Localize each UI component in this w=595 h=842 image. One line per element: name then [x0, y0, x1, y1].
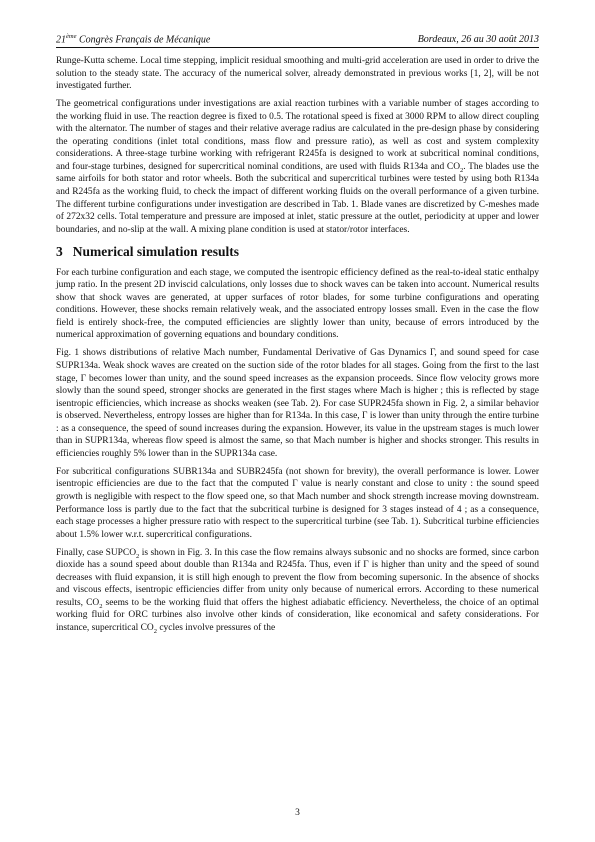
conference-name: 21ème Congrès Français de Mécanique [56, 33, 211, 46]
conference-location-date: Bordeaux, 26 au 30 août 2013 [417, 34, 539, 46]
page-number: 3 [295, 808, 300, 818]
paragraph: The geometrical configurations under investigations are axial reaction turbines with a variable number of stages according to the working fluid in use. The reaction degree is fixed to 0.5. The rotational speed is fixed at 3000 RPM to allow direct coupling with the alternator. The number of stages and their relative average radius are calculated in the pre-design phase by considering the operating conditions (inlet total conditions, mass flow and pressure ratio), as well as cost and system complexity considerations. A three-stage turbine working with refrigerant R245fa is designed to work at subcritical nominal conditions, and four-stage turbines, designed for supercritical nominal conditions, are used with fluids R134a and $CO_2$. The blades use the same airfoils for both stator and rotor wheels. Both the subcritical and supercritical turbines were tested by using both R134a and R245fa as the working fluid, to check the impact of different working fluids on the overall performance of a given turbine. The different turbine configurations under investigation are described in Tab. 1. Blade vanes are discretized by C-meshes made of 272x32 cells. Total temperature and pressure are imposed at inlet, static pressure at the outlet, periodicity at upper and lower boundaries, and no-slip at the wall. A mixing plane condition is used at stator/rotor interfaces. [56, 99, 539, 235]
paragraph: Fig. 1 shows distributions of relative Mach number, Fundamental Derivative of Gas Dynamics Γ, and sound speed for case SUPR134a. Weak shock waves are created on the suction side of the rotor blades for all stages. Going from the first to the last stage, Γ becomes lower than unity, and the sound speed increases as the expansion proceeds. Since flow velocity grows more slowly than the sound speed, stronger shocks are generated in the first stages where Mach is higher ; this is reflected by stage isentropic efficiencies, which increase as shocks weaken (see Tab. 2). For case SUPR245fa shown in Fig. 2, a similar behavior is observed. Nevertheless, entropy losses are higher than for R134a. In this case, Γ is lower than unity through the entire turbine : as a consequence, the speed of sound increases during the expansion. However, its value in the upstream stages is much lower than in SUPR134a, whereas flow speed is almost the same, so that Mach number is higher and shocks stronger. This results in efficiencies roughly 5% lower than in the SUPR134a case. [56, 348, 539, 459]
section-title: Numerical simulation results [72, 244, 239, 260]
paragraph: Finally, case $SUPCO_2$ is shown in Fig. 3. In this case the flow remains always subsonic and no shocks are formed, since carbon dioxide has a sound speed about double than R134a and R245fa. Thus, even if Γ is higher than unity and the speed of sound decreases with fluid expansion, it is still high enough to prevent the flow from becoming supersonic. In the absence of shocks and viscous effects, isentropic efficiencies differ from unity only because of numerical errors. According to these numerical results, $CO_2$ seems to be the working fluid that offers the highest adiabatic efficiency. Nevertheless, the choice of an optimal working fluid for ORC turbines also involve other kinds of consideration, like economical and safety considerations. For instance, supercritical $CO_2$ cycles involve pressures of the [56, 547, 540, 635]
section-number: 3 [56, 244, 63, 260]
running-header [56, 33, 539, 48]
paragraph: For subcritical configurations SUBR134a and SUBR245fa (not shown for brevity), the overall performance is lower. Lower isentropic efficiencies are due to the fact that the computed Γ value is nearly constant and close to unity : the sound speed growth is negligible with respect to the flow speed one, so that Mach number and shock strength increase moving downstream. Performance loss is partly due to the fact that the subcritical turbine is designed for 3 stages instead of 4 ; as a consequence, each stage processes a higher pressure ratio with respect to the supercritical turbine (see Tab. 1). Subcritical turbine efficiencies about 1.5% lower w.r.t. supercritical configurations. [56, 466, 539, 540]
paragraph: For each turbine configuration and each stage, we computed the isentropic efficiency defined as the real-to-ideal static enthalpy jump ratio. In the present 2D inviscid calculations, only losses due to shock waves can be taken into account. Numerical results show that shock waves are generated, at upper surfaces of rotor blades, for some turbine configurations and operating conditions. However, these shocks remain relatively weak, and the associated entropy losses small. Even in the case the flow field is entirely shock-free, the computed efficiencies are slightly lower than unity, because of errors introduced by the numerical approximation of governing equations and boundary conditions. [56, 267, 539, 341]
section-heading [56, 246, 539, 259]
paragraph: Runge-Kutta scheme. Local time stepping, implicit residual smoothing and multi-grid acceleration are used in order to drive the solution to the steady state. The accuracy of the numerical solver, already demonstrated in previous works [1, 2], will be not investigated further. [56, 56, 540, 92]
body-text [56, 55, 539, 640]
